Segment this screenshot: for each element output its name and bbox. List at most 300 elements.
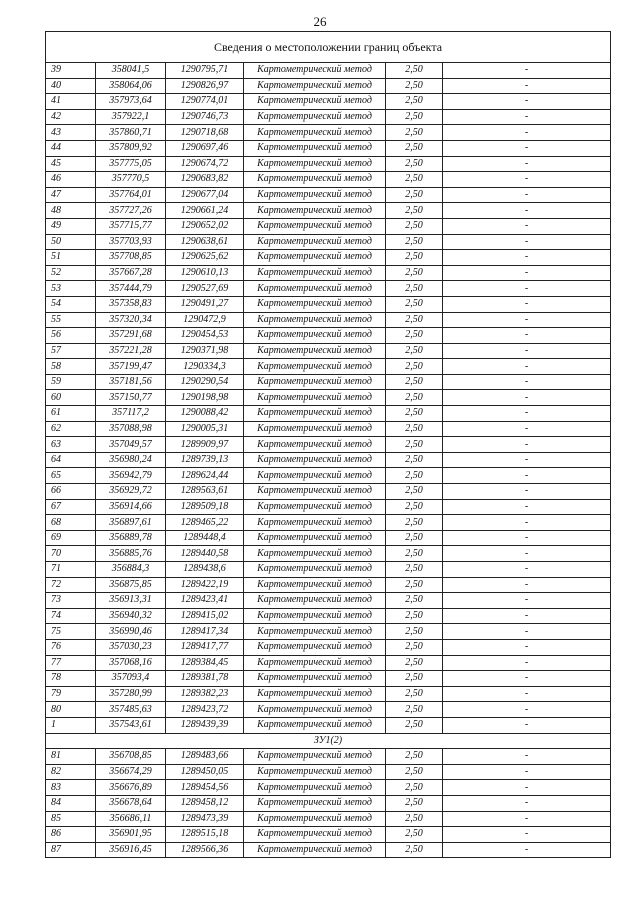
y-coordinate-cell: 1290472,9 [166,312,244,328]
y-coordinate-cell: 1290527,69 [166,281,244,297]
description-cell: - [443,811,611,827]
description-cell: - [443,390,611,406]
y-coordinate-cell: 1290005,31 [166,421,244,437]
x-coordinate-cell: 357543,61 [96,717,166,733]
description-cell: - [443,842,611,858]
table-row [46,577,611,593]
point-number-cell: 41 [46,94,96,110]
method-cell: Картометрический метод [244,390,386,406]
description-cell: - [443,655,611,671]
x-coordinate-cell: 357770,5 [96,172,166,188]
description-cell: - [443,281,611,297]
point-number-cell: 54 [46,296,96,312]
point-number-cell: 64 [46,452,96,468]
accuracy-cell: 2,50 [386,63,443,79]
table-row [46,359,611,375]
method-cell: Картометрический метод [244,749,386,765]
table-row [46,172,611,188]
table-title: Сведения о местоположении границ объекта [46,32,611,63]
point-number-cell: 67 [46,499,96,515]
point-number-cell: 77 [46,655,96,671]
description-cell: - [443,795,611,811]
description-cell: - [443,406,611,422]
point-number-cell: 39 [46,63,96,79]
point-number-cell: 43 [46,125,96,141]
y-coordinate-cell: 1290625,62 [166,250,244,266]
table-row [46,187,611,203]
description-cell: - [443,374,611,390]
accuracy-cell: 2,50 [386,78,443,94]
table-row [46,702,611,718]
method-cell: Картометрический метод [244,468,386,484]
table-row [46,842,611,858]
accuracy-cell: 2,50 [386,702,443,718]
y-coordinate-cell: 1289473,39 [166,811,244,827]
y-coordinate-cell: 1290088,42 [166,406,244,422]
x-coordinate-cell: 356686,11 [96,811,166,827]
y-coordinate-cell: 1289563,61 [166,484,244,500]
point-number-cell: 66 [46,484,96,500]
method-cell: Картометрический метод [244,328,386,344]
description-cell: - [443,218,611,234]
description-cell: - [443,172,611,188]
table-row [46,156,611,172]
table-row [46,639,611,655]
table-row [46,265,611,281]
table-row [46,218,611,234]
point-number-cell: 69 [46,530,96,546]
x-coordinate-cell: 356885,76 [96,546,166,562]
point-number-cell: 40 [46,78,96,94]
y-coordinate-cell: 1290334,3 [166,359,244,375]
y-coordinate-cell: 1289448,4 [166,530,244,546]
accuracy-cell: 2,50 [386,811,443,827]
point-number-cell: 47 [46,187,96,203]
x-coordinate-cell: 357715,77 [96,218,166,234]
method-cell: Картометрический метод [244,140,386,156]
method-cell: Картометрический метод [244,172,386,188]
table-row [46,250,611,266]
point-number-cell: 79 [46,686,96,702]
table-title-row [46,32,611,63]
point-number-cell: 85 [46,811,96,827]
method-cell: Картометрический метод [244,156,386,172]
y-coordinate-cell: 1289423,72 [166,702,244,718]
table-row [46,328,611,344]
y-coordinate-cell: 1290674,72 [166,156,244,172]
point-number-cell: 60 [46,390,96,406]
y-coordinate-cell: 1289382,23 [166,686,244,702]
accuracy-cell: 2,50 [386,795,443,811]
x-coordinate-cell: 356889,78 [96,530,166,546]
table-row [46,78,611,94]
point-number-cell: 45 [46,156,96,172]
x-coordinate-cell: 356914,66 [96,499,166,515]
parcel-subheader: ЗУ1(2) [46,733,611,749]
method-cell: Картометрический метод [244,94,386,110]
method-cell: Картометрический метод [244,296,386,312]
table-row [46,780,611,796]
x-coordinate-cell: 357444,79 [96,281,166,297]
accuracy-cell: 2,50 [386,203,443,219]
accuracy-cell: 2,50 [386,671,443,687]
accuracy-cell: 2,50 [386,655,443,671]
table-row [46,390,611,406]
accuracy-cell: 2,50 [386,94,443,110]
point-number-cell: 57 [46,343,96,359]
x-coordinate-cell: 357727,26 [96,203,166,219]
table-row [46,593,611,609]
method-cell: Картометрический метод [244,515,386,531]
method-cell: Картометрический метод [244,593,386,609]
description-cell: - [443,140,611,156]
description-cell: - [443,686,611,702]
description-cell: - [443,717,611,733]
method-cell: Картометрический метод [244,624,386,640]
table-row [46,406,611,422]
y-coordinate-cell: 1290290,54 [166,374,244,390]
method-cell: Картометрический метод [244,562,386,578]
y-coordinate-cell: 1289440,58 [166,546,244,562]
method-cell: Картометрический метод [244,827,386,843]
method-cell: Картометрический метод [244,125,386,141]
x-coordinate-cell: 356901,95 [96,827,166,843]
table-row [46,624,611,640]
boundary-coordinates-table [45,31,611,858]
method-cell: Картометрический метод [244,234,386,250]
accuracy-cell: 2,50 [386,421,443,437]
y-coordinate-cell: 1290746,73 [166,109,244,125]
accuracy-cell: 2,50 [386,406,443,422]
table-row [46,499,611,515]
table-row [46,374,611,390]
description-cell: - [443,359,611,375]
point-number-cell: 59 [46,374,96,390]
x-coordinate-cell: 357973,64 [96,94,166,110]
method-cell: Картометрический метод [244,811,386,827]
y-coordinate-cell: 1290610,13 [166,265,244,281]
table-row [46,717,611,733]
method-cell: Картометрический метод [244,530,386,546]
accuracy-cell: 2,50 [386,452,443,468]
method-cell: Картометрический метод [244,250,386,266]
x-coordinate-cell: 356942,79 [96,468,166,484]
point-number-cell: 52 [46,265,96,281]
point-number-cell: 56 [46,328,96,344]
x-coordinate-cell: 356990,46 [96,624,166,640]
point-number-cell: 73 [46,593,96,609]
table-row [46,608,611,624]
point-number-cell: 83 [46,780,96,796]
accuracy-cell: 2,50 [386,546,443,562]
method-cell: Картометрический метод [244,702,386,718]
method-cell: Картометрический метод [244,608,386,624]
table-row [46,671,611,687]
x-coordinate-cell: 356678,64 [96,795,166,811]
description-cell: - [443,639,611,655]
method-cell: Картометрический метод [244,795,386,811]
table-row [46,764,611,780]
accuracy-cell: 2,50 [386,172,443,188]
accuracy-cell: 2,50 [386,312,443,328]
description-cell: - [443,312,611,328]
x-coordinate-cell: 356676,89 [96,780,166,796]
description-cell: - [443,484,611,500]
accuracy-cell: 2,50 [386,390,443,406]
table-row [46,109,611,125]
table-row [46,515,611,531]
method-cell: Картометрический метод [244,281,386,297]
method-cell: Картометрический метод [244,437,386,453]
description-cell: - [443,764,611,780]
accuracy-cell: 2,50 [386,484,443,500]
x-coordinate-cell: 357068,16 [96,655,166,671]
description-cell: - [443,78,611,94]
y-coordinate-cell: 1289483,66 [166,749,244,765]
table-row [46,811,611,827]
method-cell: Картометрический метод [244,764,386,780]
accuracy-cell: 2,50 [386,437,443,453]
y-coordinate-cell: 1289458,12 [166,795,244,811]
description-cell: - [443,234,611,250]
description-cell: - [443,203,611,219]
table-row [46,234,611,250]
description-cell: - [443,749,611,765]
x-coordinate-cell: 357181,56 [96,374,166,390]
accuracy-cell: 2,50 [386,593,443,609]
y-coordinate-cell: 1290697,46 [166,140,244,156]
description-cell: - [443,593,611,609]
accuracy-cell: 2,50 [386,296,443,312]
y-coordinate-cell: 1289381,78 [166,671,244,687]
y-coordinate-cell: 1290774,01 [166,94,244,110]
x-coordinate-cell: 356916,45 [96,842,166,858]
x-coordinate-cell: 357088,98 [96,421,166,437]
description-cell: - [443,468,611,484]
y-coordinate-cell: 1290795,71 [166,63,244,79]
accuracy-cell: 2,50 [386,608,443,624]
description-cell: - [443,671,611,687]
x-coordinate-cell: 357320,34 [96,312,166,328]
x-coordinate-cell: 357117,2 [96,406,166,422]
point-number-cell: 51 [46,250,96,266]
description-cell: - [443,125,611,141]
description-cell: - [443,827,611,843]
x-coordinate-cell: 358064,06 [96,78,166,94]
table-row [46,312,611,328]
point-number-cell: 84 [46,795,96,811]
method-cell: Картометрический метод [244,671,386,687]
point-number-cell: 75 [46,624,96,640]
description-cell: - [443,296,611,312]
accuracy-cell: 2,50 [386,140,443,156]
accuracy-cell: 2,50 [386,764,443,780]
description-cell: - [443,499,611,515]
method-cell: Картометрический метод [244,374,386,390]
accuracy-cell: 2,50 [386,827,443,843]
y-coordinate-cell: 1289417,34 [166,624,244,640]
point-number-cell: 62 [46,421,96,437]
description-cell: - [443,328,611,344]
method-cell: Картометрический метод [244,203,386,219]
accuracy-cell: 2,50 [386,109,443,125]
y-coordinate-cell: 1289384,45 [166,655,244,671]
method-cell: Картометрический метод [244,717,386,733]
method-cell: Картометрический метод [244,484,386,500]
x-coordinate-cell: 357809,92 [96,140,166,156]
x-coordinate-cell: 356980,24 [96,452,166,468]
table-row [46,281,611,297]
method-cell: Картометрический метод [244,421,386,437]
method-cell: Картометрический метод [244,312,386,328]
description-cell: - [443,702,611,718]
method-cell: Картометрический метод [244,546,386,562]
accuracy-cell: 2,50 [386,577,443,593]
y-coordinate-cell: 1290677,04 [166,187,244,203]
y-coordinate-cell: 1290371,98 [166,343,244,359]
description-cell: - [443,577,611,593]
method-cell: Картометрический метод [244,655,386,671]
method-cell: Картометрический метод [244,780,386,796]
point-number-cell: 74 [46,608,96,624]
table-row [46,125,611,141]
method-cell: Картометрический метод [244,218,386,234]
accuracy-cell: 2,50 [386,156,443,172]
y-coordinate-cell: 1289465,22 [166,515,244,531]
x-coordinate-cell: 357199,47 [96,359,166,375]
y-coordinate-cell: 1289566,36 [166,842,244,858]
description-cell: - [443,780,611,796]
table-row [46,686,611,702]
accuracy-cell: 2,50 [386,218,443,234]
x-coordinate-cell: 357049,57 [96,437,166,453]
accuracy-cell: 2,50 [386,359,443,375]
method-cell: Картометрический метод [244,78,386,94]
y-coordinate-cell: 1289515,18 [166,827,244,843]
y-coordinate-cell: 1289417,77 [166,639,244,655]
y-coordinate-cell: 1290661,24 [166,203,244,219]
accuracy-cell: 2,50 [386,343,443,359]
y-coordinate-cell: 1289624,44 [166,468,244,484]
description-cell: - [443,94,611,110]
y-coordinate-cell: 1290638,61 [166,234,244,250]
point-number-cell: 65 [46,468,96,484]
x-coordinate-cell: 356884,3 [96,562,166,578]
point-number-cell: 86 [46,827,96,843]
x-coordinate-cell: 357291,68 [96,328,166,344]
x-coordinate-cell: 357667,28 [96,265,166,281]
point-number-cell: 72 [46,577,96,593]
accuracy-cell: 2,50 [386,717,443,733]
point-number-cell: 76 [46,639,96,655]
accuracy-cell: 2,50 [386,562,443,578]
point-number-cell: 71 [46,562,96,578]
x-coordinate-cell: 357860,71 [96,125,166,141]
method-cell: Картометрический метод [244,842,386,858]
method-cell: Картометрический метод [244,686,386,702]
x-coordinate-cell: 357358,83 [96,296,166,312]
x-coordinate-cell: 357708,85 [96,250,166,266]
accuracy-cell: 2,50 [386,749,443,765]
table-row [46,94,611,110]
description-cell: - [443,546,611,562]
x-coordinate-cell: 358041,5 [96,63,166,79]
x-coordinate-cell: 357280,99 [96,686,166,702]
method-cell: Картометрический метод [244,359,386,375]
description-cell: - [443,109,611,125]
method-cell: Картометрический метод [244,639,386,655]
page-number: 26 [313,14,327,29]
method-cell: Картометрический метод [244,577,386,593]
description-cell: - [443,562,611,578]
table-row [46,452,611,468]
y-coordinate-cell: 1289439,39 [166,717,244,733]
table-row [46,655,611,671]
point-number-cell: 44 [46,140,96,156]
point-number-cell: 68 [46,515,96,531]
table-row [46,468,611,484]
y-coordinate-cell: 1289739,13 [166,452,244,468]
table-row [46,421,611,437]
x-coordinate-cell: 356929,72 [96,484,166,500]
x-coordinate-cell: 356708,85 [96,749,166,765]
point-number-cell: 63 [46,437,96,453]
accuracy-cell: 2,50 [386,639,443,655]
y-coordinate-cell: 1290198,98 [166,390,244,406]
accuracy-cell: 2,50 [386,328,443,344]
x-coordinate-cell: 356940,32 [96,608,166,624]
table-row [46,749,611,765]
method-cell: Картометрический метод [244,187,386,203]
table-row [46,140,611,156]
point-number-cell: 46 [46,172,96,188]
description-cell: - [443,624,611,640]
table-row [46,63,611,79]
y-coordinate-cell: 1289909,97 [166,437,244,453]
table-row [46,343,611,359]
y-coordinate-cell: 1290454,53 [166,328,244,344]
method-cell: Картометрический метод [244,499,386,515]
accuracy-cell: 2,50 [386,468,443,484]
table-row [46,484,611,500]
y-coordinate-cell: 1290826,97 [166,78,244,94]
point-number-cell: 42 [46,109,96,125]
description-cell: - [443,608,611,624]
y-coordinate-cell: 1289438,6 [166,562,244,578]
y-coordinate-cell: 1290683,82 [166,172,244,188]
x-coordinate-cell: 357764,01 [96,187,166,203]
y-coordinate-cell: 1289454,56 [166,780,244,796]
accuracy-cell: 2,50 [386,125,443,141]
y-coordinate-cell: 1289422,19 [166,577,244,593]
y-coordinate-cell: 1289509,18 [166,499,244,515]
description-cell: - [443,515,611,531]
point-number-cell: 81 [46,749,96,765]
x-coordinate-cell: 357150,77 [96,390,166,406]
x-coordinate-cell: 357922,1 [96,109,166,125]
y-coordinate-cell: 1289450,05 [166,764,244,780]
accuracy-cell: 2,50 [386,374,443,390]
description-cell: - [443,452,611,468]
description-cell: - [443,187,611,203]
accuracy-cell: 2,50 [386,234,443,250]
accuracy-cell: 2,50 [386,624,443,640]
x-coordinate-cell: 356897,61 [96,515,166,531]
table-row [46,203,611,219]
table-row [46,795,611,811]
x-coordinate-cell: 357093,4 [96,671,166,687]
y-coordinate-cell: 1290491,27 [166,296,244,312]
